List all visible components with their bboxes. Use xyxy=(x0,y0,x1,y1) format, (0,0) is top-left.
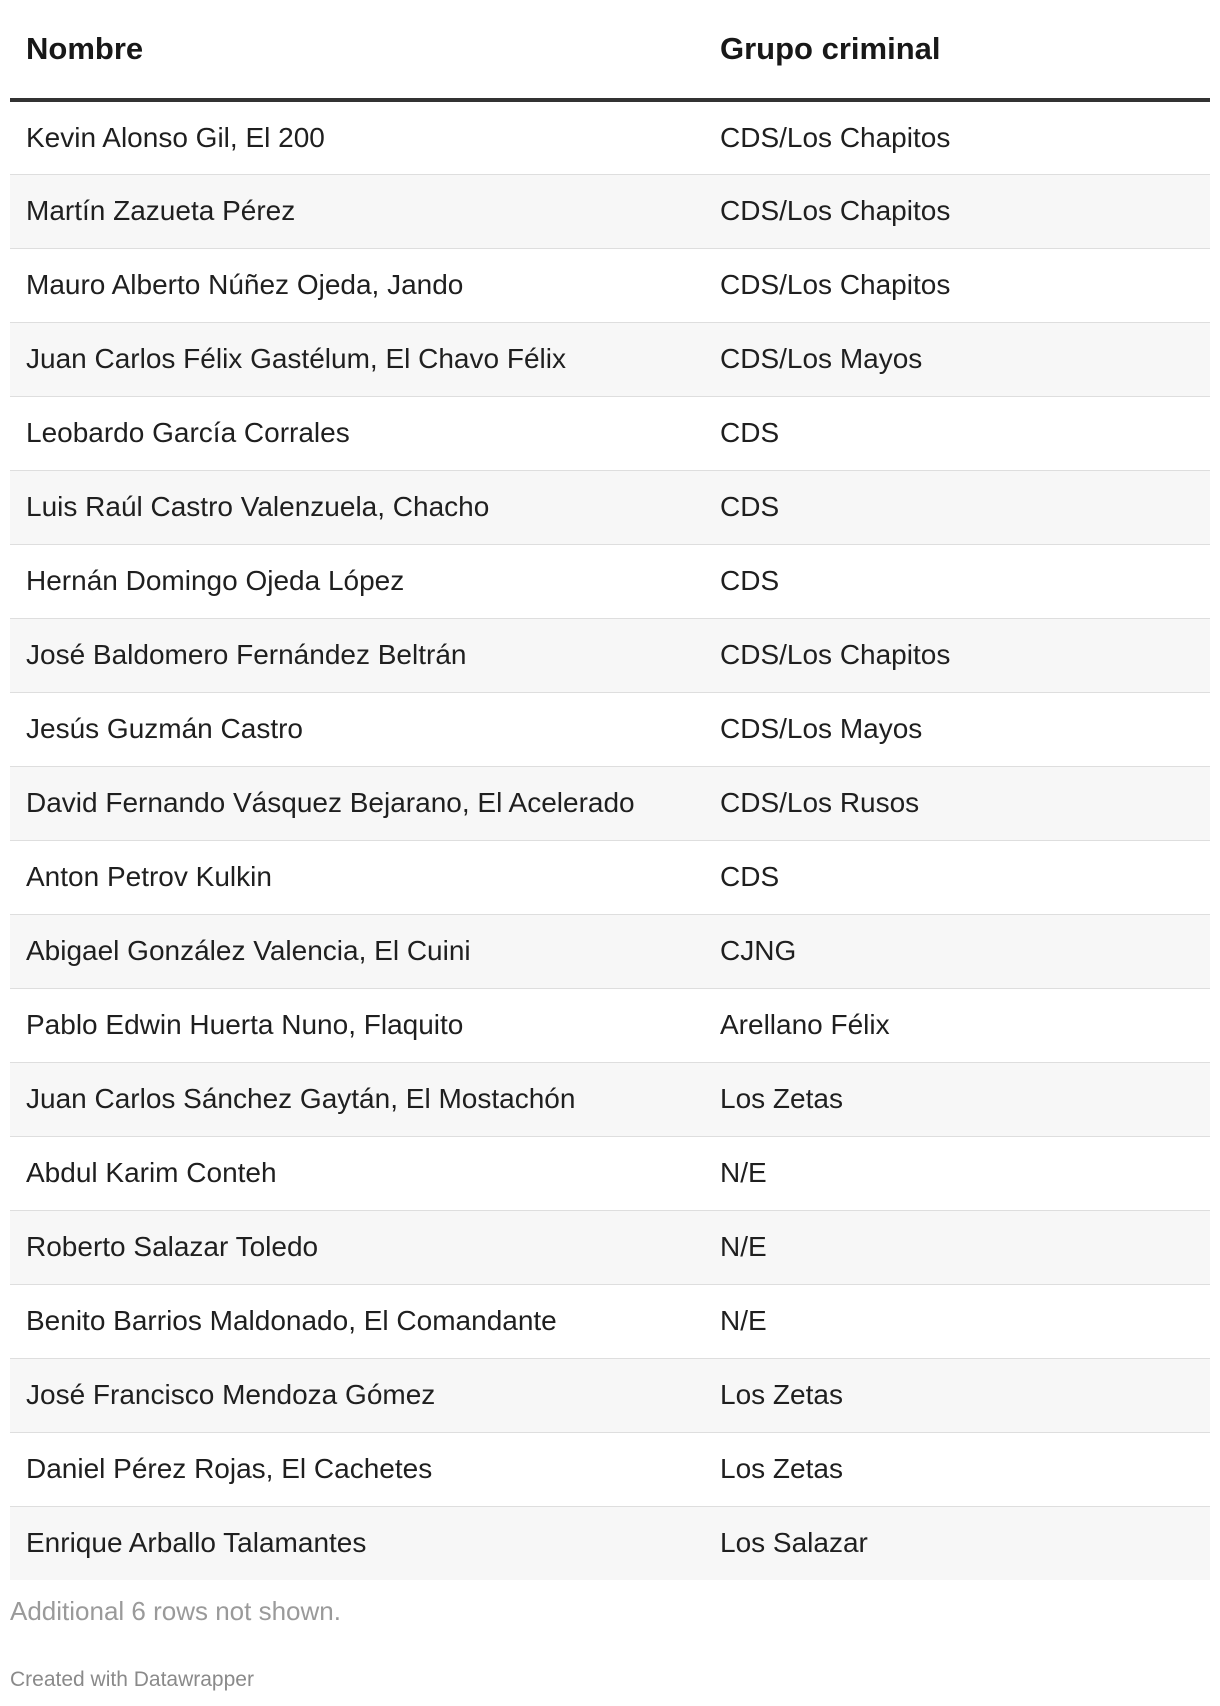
table-row xyxy=(10,1136,1210,1210)
cell-group: Los Zetas xyxy=(704,1432,1210,1506)
table-row xyxy=(10,322,1210,396)
cell-group: CDS/Los Chapitos xyxy=(704,618,1210,692)
datawrapper-credit[interactable]: Created with Datawrapper xyxy=(10,1668,254,1691)
cell-group: CDS/Los Mayos xyxy=(704,692,1210,766)
cell-name: Kevin Alonso Gil, El 200 xyxy=(10,100,704,174)
data-table xyxy=(10,0,1210,1580)
cell-group: CDS/Los Chapitos xyxy=(704,248,1210,322)
cell-group: CDS/Los Rusos xyxy=(704,766,1210,840)
cell-name: Juan Carlos Félix Gastélum, El Chavo Félix xyxy=(10,322,704,396)
cell-group: CDS xyxy=(704,470,1210,544)
cell-group: Los Salazar xyxy=(704,1506,1210,1580)
column-header-name[interactable]: Nombre xyxy=(10,0,704,100)
cell-group: Los Zetas xyxy=(704,1358,1210,1432)
cell-group: CDS/Los Chapitos xyxy=(704,100,1210,174)
cell-name: Pablo Edwin Huerta Nuno, Flaquito xyxy=(10,988,704,1062)
cell-name: Benito Barrios Maldonado, El Comandante xyxy=(10,1284,704,1358)
table-row xyxy=(10,618,1210,692)
table-container xyxy=(10,0,1210,1580)
table-row xyxy=(10,470,1210,544)
column-header-group[interactable]: Grupo criminal xyxy=(704,0,1210,100)
cell-name: Daniel Pérez Rojas, El Cachetes xyxy=(10,1432,704,1506)
cell-group: CDS/Los Chapitos xyxy=(704,174,1210,248)
rows-hidden-note: Additional 6 rows not shown. xyxy=(10,1596,341,1626)
table-row xyxy=(10,1210,1210,1284)
table-row xyxy=(10,1432,1210,1506)
table-row xyxy=(10,692,1210,766)
cell-group: Arellano Félix xyxy=(704,988,1210,1062)
cell-name: Enrique Arballo Talamantes xyxy=(10,1506,704,1580)
cell-group: CJNG xyxy=(704,914,1210,988)
table-row xyxy=(10,100,1210,174)
cell-name: Luis Raúl Castro Valenzuela, Chacho xyxy=(10,470,704,544)
table-row xyxy=(10,914,1210,988)
cell-name: Hernán Domingo Ojeda López xyxy=(10,544,704,618)
cell-group: CDS xyxy=(704,840,1210,914)
table-row xyxy=(10,544,1210,618)
cell-name: Leobardo García Corrales xyxy=(10,396,704,470)
cell-name: Martín Zazueta Pérez xyxy=(10,174,704,248)
cell-group: N/E xyxy=(704,1284,1210,1358)
table-header-row xyxy=(10,0,1210,100)
table-row xyxy=(10,766,1210,840)
cell-group: CDS xyxy=(704,396,1210,470)
table-row xyxy=(10,174,1210,248)
table-row xyxy=(10,248,1210,322)
cell-name: Mauro Alberto Núñez Ojeda, Jando xyxy=(10,248,704,322)
table-row xyxy=(10,1506,1210,1580)
table-row xyxy=(10,1358,1210,1432)
table-body xyxy=(10,100,1210,1580)
table-row xyxy=(10,1284,1210,1358)
cell-group: CDS xyxy=(704,544,1210,618)
cell-name: Anton Petrov Kulkin xyxy=(10,840,704,914)
table-row xyxy=(10,1062,1210,1136)
cell-name: David Fernando Vásquez Bejarano, El Acelerado xyxy=(10,766,704,840)
cell-group: N/E xyxy=(704,1136,1210,1210)
cell-name: José Baldomero Fernández Beltrán xyxy=(10,618,704,692)
table-row xyxy=(10,988,1210,1062)
cell-name: Abigael González Valencia, El Cuini xyxy=(10,914,704,988)
cell-group: CDS/Los Mayos xyxy=(704,322,1210,396)
cell-name: Abdul Karim Conteh xyxy=(10,1136,704,1210)
table-row xyxy=(10,840,1210,914)
cell-name: Juan Carlos Sánchez Gaytán, El Mostachón xyxy=(10,1062,704,1136)
table-row xyxy=(10,396,1210,470)
cell-name: José Francisco Mendoza Gómez xyxy=(10,1358,704,1432)
cell-name: Roberto Salazar Toledo xyxy=(10,1210,704,1284)
cell-group: Los Zetas xyxy=(704,1062,1210,1136)
cell-group: N/E xyxy=(704,1210,1210,1284)
cell-name: Jesús Guzmán Castro xyxy=(10,692,704,766)
